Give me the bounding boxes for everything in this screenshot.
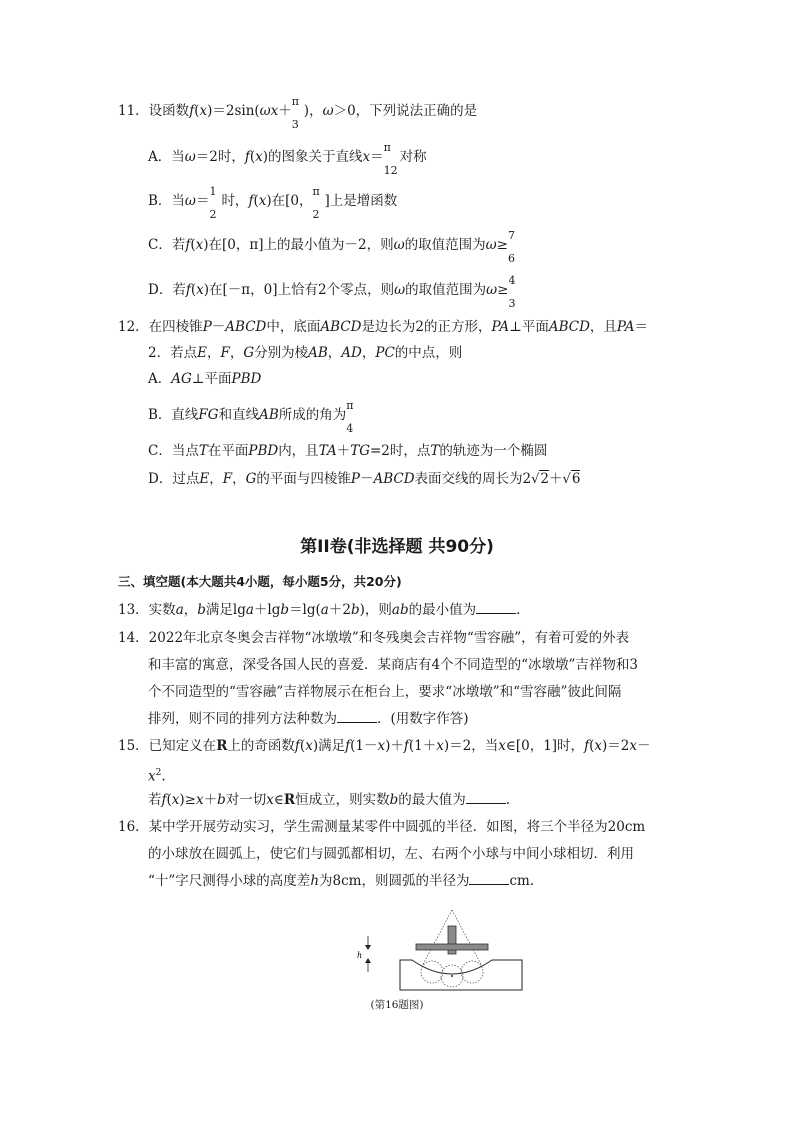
q12-stem-line2: 2．若点E，F，G分别为棱AB，AD，PC的中点，则 (148, 345, 463, 361)
q15-line3: 若f(x)≥x＋b对一切x∈R恒成立，则实数b的最大值为 . (148, 792, 511, 808)
q12-option-a: A．AG⊥平面PBD (148, 371, 262, 387)
q13: 13．实数a，b满足lga＋lgb＝lg(a＋2b)，则ab的最小值为 . (118, 602, 521, 618)
q12-option-d: D．过点E，F，G的平面与四棱锥P－ABCD表面交线的周长为2√2＋√6 (148, 471, 581, 487)
q16-line1: 16．某中学开展劳动实习，学生需测量某零件中圆弧的半径．如图，将三个半径为20cm (118, 819, 646, 835)
q11-option-a: A．当ω＝2时，f(x)的图象关于直线x＝ π 12 对称 (148, 141, 427, 177)
section-heading: 三、填空题(本大题共4小题，每小题5分，共20分) (118, 574, 402, 589)
cone-line-right (452, 910, 484, 970)
section-title: 第II卷(非选择题 共90分) (300, 537, 494, 557)
q11-stem: 11．设函数f(x)＝2sin(ωx＋ π 3 )，ω＞0，下列说法正确的是 (118, 95, 478, 131)
part-arc (400, 960, 522, 990)
h-label: h (357, 951, 363, 960)
q14-line3: 个不同造型的“雪容融”吉祥物展示在柜台上，要求“冰墩墩”和“雪容融”彼此间隔 (148, 684, 622, 700)
q14-line4: 排列，则不同的排列方法种数为 ．(用数字作答) (148, 711, 469, 727)
q12-option-c: C．当点T在平面PBD内，且TA＋TG=2时，点T的轨迹为一个椭圆 (148, 443, 548, 459)
q14-line1: 14．2022年北京冬奥会吉祥物“冰墩墩”和冬残奥会吉祥物“雪容融”，有着可爱的外表 (118, 630, 630, 646)
cone-line-left (420, 910, 452, 970)
q16-line3: “十”字尺测得小球的高度差h为8cm，则圆弧的半径为 cm. (148, 873, 535, 889)
figure-caption: (第16题图) (370, 999, 424, 1011)
q11-option-d: D．若f(x)在[－π，0]上恰有2个零点，则ω的取值范围为ω≥ 4 3 (148, 274, 516, 310)
q12-option-b: B．直线FG和直线AB所成的角为 π 4 (148, 399, 354, 435)
q15-line1: 15．已知定义在R上的奇函数f(x)满足f(1－x)＋f(1＋x)＝2，当x∈[0，1]时，f(x)＝2x－ (118, 738, 651, 754)
ball-middle-center (451, 975, 453, 977)
q16-line2: 的小球放在圆弧上，使它们与圆弧都相切，左、右两个小球与中间小球相切．利用 (148, 846, 634, 862)
q12-stem-line1: 12．在四棱锥P－ABCD中，底面ABCD是边长为2的正方形，PA⊥平面ABCD，且PA＝ (118, 319, 648, 335)
q14-line2: 和丰富的寓意，深受各国人民的喜爱．某商店有4个不同造型的“冰墩墩”吉祥物和3 (148, 657, 638, 673)
q16-figure (352, 908, 528, 996)
ruler-horizontal (416, 944, 488, 950)
q11-option-c: C．若f(x)在[0，π]上的最小值为－2，则ω的取值范围为ω≥ 7 6 (148, 229, 515, 265)
q15-line2: $x^2$. (148, 768, 166, 785)
h-arrowhead-bottom (365, 958, 371, 963)
h-arrowhead-top (365, 945, 371, 950)
q11-option-b: B．当ω＝ 1 2 时，f(x)在[0， π 2 ]上是增函数 (148, 185, 398, 221)
